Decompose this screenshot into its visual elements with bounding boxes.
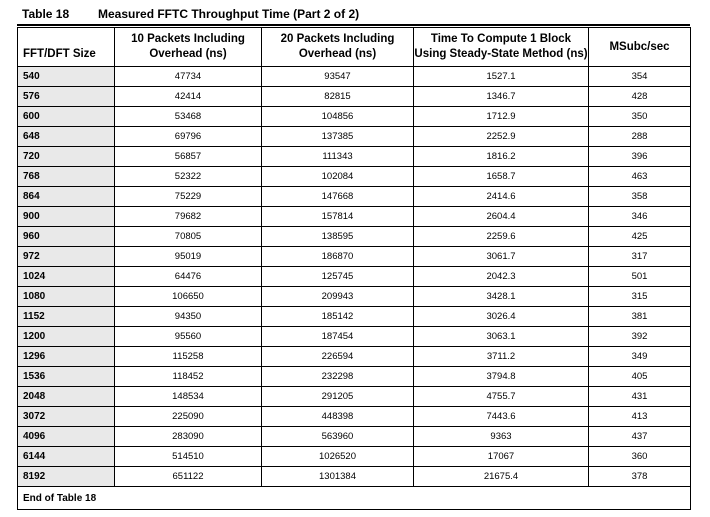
fft-size-cell: 1200 [18, 327, 115, 347]
fft-size-cell: 960 [18, 227, 115, 247]
fft-size-cell: 3072 [18, 407, 115, 427]
fft-size-cell: 6144 [18, 447, 115, 467]
msubc-cell: 405 [589, 367, 691, 387]
table-row [18, 467, 691, 487]
packets-20-cell: 226594 [262, 347, 414, 367]
table-row [18, 327, 691, 347]
fft-size-cell: 540 [18, 67, 115, 87]
table-row [18, 447, 691, 467]
packets-10-cell: 75229 [115, 187, 262, 207]
packets-20-cell: 291205 [262, 387, 414, 407]
block-time-cell: 2414.6 [414, 187, 589, 207]
packets-20-cell: 563960 [262, 427, 414, 447]
packets-20-cell: 104856 [262, 107, 414, 127]
packets-10-cell: 70805 [115, 227, 262, 247]
block-time-cell: 3061.7 [414, 247, 589, 267]
packets-20-cell: 1301384 [262, 467, 414, 487]
msubc-cell: 317 [589, 247, 691, 267]
msubc-cell: 425 [589, 227, 691, 247]
packets-10-cell: 148534 [115, 387, 262, 407]
fft-size-cell: 768 [18, 167, 115, 187]
fft-size-cell: 576 [18, 87, 115, 107]
block-time-cell: 3428.1 [414, 287, 589, 307]
msubc-cell: 392 [589, 327, 691, 347]
fft-size-cell: 1536 [18, 367, 115, 387]
footer-row [18, 487, 691, 510]
table-caption [17, 0, 690, 26]
block-time-cell: 3026.4 [414, 307, 589, 327]
table-row [18, 87, 691, 107]
msubc-cell: 381 [589, 307, 691, 327]
table-row [18, 427, 691, 447]
column-header-fft-size: FFT/DFT Size [18, 28, 115, 67]
packets-20-cell: 209943 [262, 287, 414, 307]
packets-20-cell: 82815 [262, 87, 414, 107]
fft-size-cell: 600 [18, 107, 115, 127]
packets-20-cell: 232298 [262, 367, 414, 387]
block-time-cell: 3794.8 [414, 367, 589, 387]
packets-20-cell: 157814 [262, 207, 414, 227]
msubc-cell: 437 [589, 427, 691, 447]
packets-10-cell: 115258 [115, 347, 262, 367]
table-row [18, 367, 691, 387]
block-time-cell: 3063.1 [414, 327, 589, 347]
column-header-20-packets: 20 Packets Including Overhead (ns) [262, 28, 414, 67]
msubc-cell: 413 [589, 407, 691, 427]
packets-10-cell: 225090 [115, 407, 262, 427]
packets-20-cell: 185142 [262, 307, 414, 327]
header-row [18, 28, 691, 67]
msubc-cell: 428 [589, 87, 691, 107]
table-row [18, 407, 691, 427]
packets-10-cell: 42414 [115, 87, 262, 107]
block-time-cell: 21675.4 [414, 467, 589, 487]
packets-10-cell: 53468 [115, 107, 262, 127]
block-time-cell: 1658.7 [414, 167, 589, 187]
msubc-cell: 288 [589, 127, 691, 147]
msubc-cell: 431 [589, 387, 691, 407]
block-time-cell: 1816.2 [414, 147, 589, 167]
packets-20-cell: 1026520 [262, 447, 414, 467]
table-row [18, 227, 691, 247]
block-time-cell: 2604.4 [414, 207, 589, 227]
block-time-cell: 3711.2 [414, 347, 589, 367]
block-time-cell: 1712.9 [414, 107, 589, 127]
packets-10-cell: 95019 [115, 247, 262, 267]
packets-10-cell: 52322 [115, 167, 262, 187]
packets-20-cell: 111343 [262, 147, 414, 167]
table-body [18, 67, 691, 487]
fft-size-cell: 1296 [18, 347, 115, 367]
fft-size-cell: 972 [18, 247, 115, 267]
fft-size-cell: 1080 [18, 287, 115, 307]
table-row [18, 207, 691, 227]
msubc-cell: 501 [589, 267, 691, 287]
block-time-cell: 1346.7 [414, 87, 589, 107]
table-row [18, 387, 691, 407]
packets-20-cell: 138595 [262, 227, 414, 247]
table-title: Measured FFTC Throughput Time (Part 2 of 2) [98, 7, 360, 21]
packets-10-cell: 56857 [115, 147, 262, 167]
table-row [18, 147, 691, 167]
column-header-time-per-block: Time To Compute 1 Block Using Steady-State Method (ns) [414, 28, 589, 67]
fft-size-cell: 648 [18, 127, 115, 147]
msubc-cell: 349 [589, 347, 691, 367]
msubc-cell: 396 [589, 147, 691, 167]
fft-size-cell: 1152 [18, 307, 115, 327]
packets-10-cell: 64476 [115, 267, 262, 287]
column-header-msubc-sec: MSubc/sec [589, 28, 691, 67]
packets-10-cell: 283090 [115, 427, 262, 447]
packets-10-cell: 47734 [115, 67, 262, 87]
table-row [18, 247, 691, 267]
block-time-cell: 7443.6 [414, 407, 589, 427]
fft-size-cell: 8192 [18, 467, 115, 487]
fft-size-cell: 4096 [18, 427, 115, 447]
table-row [18, 307, 691, 327]
block-time-cell: 2042.3 [414, 267, 589, 287]
table-row [18, 167, 691, 187]
block-time-cell: 1527.1 [414, 67, 589, 87]
packets-10-cell: 95560 [115, 327, 262, 347]
block-time-cell: 2259.6 [414, 227, 589, 247]
table-row [18, 267, 691, 287]
fft-size-cell: 900 [18, 207, 115, 227]
packets-10-cell: 106650 [115, 287, 262, 307]
packets-20-cell: 125745 [262, 267, 414, 287]
table-row [18, 347, 691, 367]
msubc-cell: 315 [589, 287, 691, 307]
packets-10-cell: 79682 [115, 207, 262, 227]
packets-10-cell: 118452 [115, 367, 262, 387]
fft-size-cell: 720 [18, 147, 115, 167]
table-row [18, 287, 691, 307]
packets-20-cell: 102084 [262, 167, 414, 187]
msubc-cell: 360 [589, 447, 691, 467]
table-number: Table 18 [22, 7, 70, 21]
block-time-cell: 4755.7 [414, 387, 589, 407]
column-header-10-packets: 10 Packets Including Overhead (ns) [115, 28, 262, 67]
fft-size-cell: 2048 [18, 387, 115, 407]
block-time-cell: 17067 [414, 447, 589, 467]
msubc-cell: 358 [589, 187, 691, 207]
block-time-cell: 2252.9 [414, 127, 589, 147]
fft-size-cell: 1024 [18, 267, 115, 287]
packets-20-cell: 137385 [262, 127, 414, 147]
packets-20-cell: 147668 [262, 187, 414, 207]
packets-20-cell: 186870 [262, 247, 414, 267]
packets-10-cell: 94350 [115, 307, 262, 327]
msubc-cell: 378 [589, 467, 691, 487]
msubc-cell: 350 [589, 107, 691, 127]
table-row [18, 187, 691, 207]
packets-10-cell: 69796 [115, 127, 262, 147]
packets-20-cell: 187454 [262, 327, 414, 347]
table-footer: End of Table 18 [18, 487, 691, 510]
table-row [18, 127, 691, 147]
block-time-cell: 9363 [414, 427, 589, 447]
msubc-cell: 463 [589, 167, 691, 187]
throughput-table [17, 27, 691, 510]
fft-size-cell: 864 [18, 187, 115, 207]
packets-20-cell: 93547 [262, 67, 414, 87]
msubc-cell: 354 [589, 67, 691, 87]
packets-10-cell: 651122 [115, 467, 262, 487]
table-row [18, 67, 691, 87]
packets-20-cell: 448398 [262, 407, 414, 427]
msubc-cell: 346 [589, 207, 691, 227]
table-row [18, 107, 691, 127]
packets-10-cell: 514510 [115, 447, 262, 467]
